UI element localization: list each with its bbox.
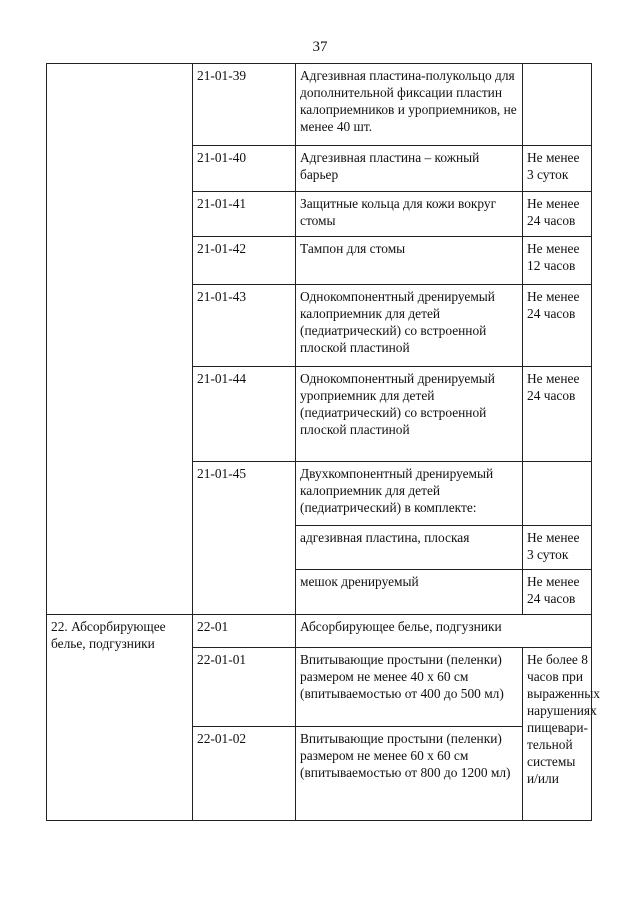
item-name: Защитные кольца для кожи вокруг стомы — [296, 192, 523, 237]
table-row — [47, 64, 592, 146]
item-code: 21-01-43 — [193, 285, 296, 367]
item-name: Двухкомпонентный дренируемый калоприемник для детей (педиатрический) в комплекте: — [296, 462, 523, 526]
item-term — [523, 64, 592, 146]
group-name: Абсорбирующее белье, подгузники — [296, 615, 592, 648]
item-name: мешок дренируемый — [296, 570, 523, 615]
section-title-cell — [47, 615, 193, 821]
shared-term: Не более 8 часов при выраженных нарушениях пищевари-тельной системы и/или — [523, 648, 592, 821]
item-name: адгезивная пластина, плоская — [296, 526, 523, 570]
item-term: Не менее 3 суток — [523, 146, 592, 192]
item-term: Не менее 3 суток — [523, 526, 592, 570]
item-code: 21-01-42 — [193, 237, 296, 285]
item-name: Тампон для стомы — [296, 237, 523, 285]
item-name: Впитывающие простыни (пеленки) размером не менее 60 х 60 см (впитываемостью от 800 до 1200 мл) — [296, 727, 523, 821]
item-term: Не менее 24 часов — [523, 192, 592, 237]
item-code: 21-01-39 — [193, 64, 296, 146]
item-term — [523, 462, 592, 526]
item-code: 21-01-41 — [193, 192, 296, 237]
item-name: Адгезивная пластина – кожный барьер — [296, 146, 523, 192]
item-term: Не менее 24 часов — [523, 285, 592, 367]
item-code: 21-01-45 — [193, 462, 296, 615]
item-code: 22-01-02 — [193, 727, 296, 821]
group-code: 22-01 — [193, 615, 296, 648]
assistive-devices-table — [46, 63, 601, 821]
section-cell-empty — [47, 64, 193, 615]
item-name: Однокомпонентный дренируемый уроприемник для детей (педиатрический) со встроенной плоской пластиной — [296, 367, 523, 462]
item-code: 22-01-01 — [193, 648, 296, 727]
section-title: 22. Абсорбирующее белье, подгузники — [51, 619, 166, 651]
table-row — [47, 615, 592, 648]
item-term: Не менее 24 часов — [523, 570, 592, 615]
page-number: 37 — [312, 39, 328, 55]
item-term: Не менее 12 часов — [523, 237, 592, 285]
item-code: 21-01-40 — [193, 146, 296, 192]
item-name: Однокомпонентный дренируемый калоприемник для детей (педиатрический) со встроенной плоской пластиной — [296, 285, 523, 367]
item-name: Адгезивная пластина-полукольцо для дополнительной фиксации пластин калоприемников и уроприемников, не менее 40 шт. — [296, 64, 523, 146]
item-term: Не менее 24 часов — [523, 367, 592, 462]
item-code: 21-01-44 — [193, 367, 296, 462]
item-name: Впитывающие простыни (пеленки) размером не менее 40 х 60 см (впитываемостью от 400 до 500 мл) — [296, 648, 523, 727]
